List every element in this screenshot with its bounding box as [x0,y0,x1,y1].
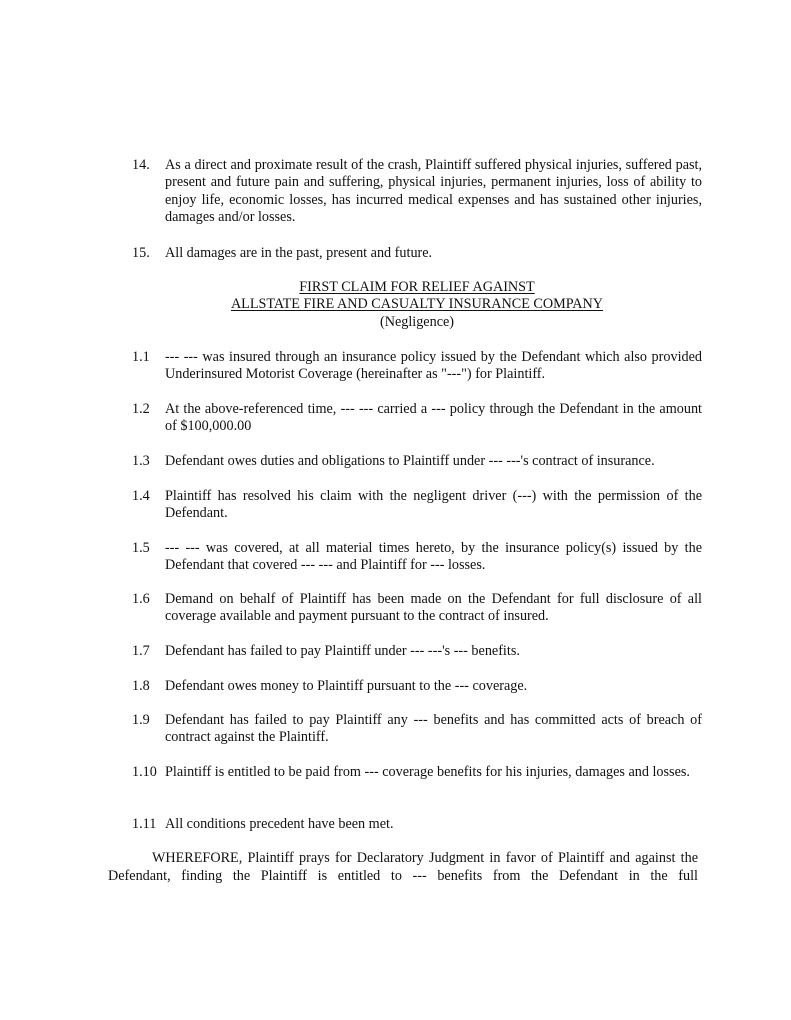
paragraph-text: As a direct and proximate result of the crash, Plaintiff suffered physical injuries, suffered past, present and future pain and suffering, physical injuries, permanent injuries, loss of ability to enjoy life, economic losses, has incurred medical expenses and has sustained other injuries, damages and/or losses. [165,157,702,226]
claim-item-text: Plaintiff has resolved his claim with the negligent driver (---) with the permission of the Defendant. [165,488,702,522]
claim-item-1-1 [132,349,702,384]
claim-item-number: 1.8 [132,678,150,694]
claim-item-1-5 [132,540,702,575]
claim-item-1-11 [132,816,702,833]
claim-item-text: Demand on behalf of Plaintiff has been made on the Defendant for full disclosure of all coverage available and payment pursuant to the contract of insured. [165,591,702,625]
claim-heading-line2: ALLSTATE FIRE AND CASUALTY INSURANCE COMPANY [230,296,604,313]
claim-item-number: 1.10 [132,764,157,780]
claim-item-number: 1.11 [132,816,157,832]
wherefore-paragraph: WHEREFORE, Plaintiff prays for Declaratory Judgment in favor of Plaintiff and against the Defendant, finding the Plaintiff is entitled to --- benefits from the Defendant in the full [108,850,698,884]
claim-item-number: 1.7 [132,643,150,659]
paragraph-14 [132,157,702,227]
claim-item-number: 1.2 [132,401,150,417]
claim-item-number: 1.9 [132,712,150,728]
claim-item-number: 1.4 [132,488,150,504]
claim-item-text: Defendant owes duties and obligations to Plaintiff under --- ---'s contract of insurance. [165,453,655,469]
claim-item-text: Defendant has failed to pay Plaintiff under --- ---'s --- benefits. [165,643,520,659]
claim-item-1-4 [132,488,702,523]
claim-item-text: --- --- was insured through an insurance policy issued by the Defendant which also provided Underinsured Motorist Coverage (hereinafter as "---") for Plaintiff. [165,349,702,383]
paragraph-text: All damages are in the past, present and future. [165,245,433,261]
claim-item-1-3 [132,453,702,470]
claim-item-text: Defendant has failed to pay Plaintiff any --- benefits and has committed acts of breach of contract against the Plaintiff. [165,712,702,746]
claim-item-1-9 [132,712,702,747]
paragraph-15 [132,245,702,262]
claim-item-1-6 [132,591,702,626]
claim-item-number: 1.1 [132,349,150,365]
claim-item-number: 1.6 [132,591,150,607]
claim-item-1-8 [132,678,702,695]
claim-item-text: All conditions precedent have been met. [165,816,394,832]
claim-item-text: At the above-referenced time, --- --- carried a --- policy through the Defendant in the amount of $100,000.00 [165,401,702,435]
claim-item-text: Defendant owes money to Plaintiff pursuant to the --- coverage. [165,678,528,694]
claim-item-number: 1.5 [132,540,150,556]
claim-heading [132,279,702,331]
claim-item-1-7 [132,643,702,660]
paragraph-number: 14. [132,157,150,173]
claim-item-text: Plaintiff is entitled to be paid from --- coverage benefits for his injuries, damages and losses. [165,764,690,780]
claim-item-text: --- --- was covered, at all material times hereto, by the insurance policy(s) issued by the Defendant that covered --- --- and Plaintiff for --- losses. [165,540,702,574]
claim-item-1-10 [132,764,702,781]
claim-heading-line1: FIRST CLAIM FOR RELIEF AGAINST [299,279,535,295]
paragraph-number: 15. [132,245,150,261]
claim-item-1-2 [132,401,702,436]
claim-heading-subtitle: (Negligence) [379,313,455,330]
claim-item-number: 1.3 [132,453,150,469]
